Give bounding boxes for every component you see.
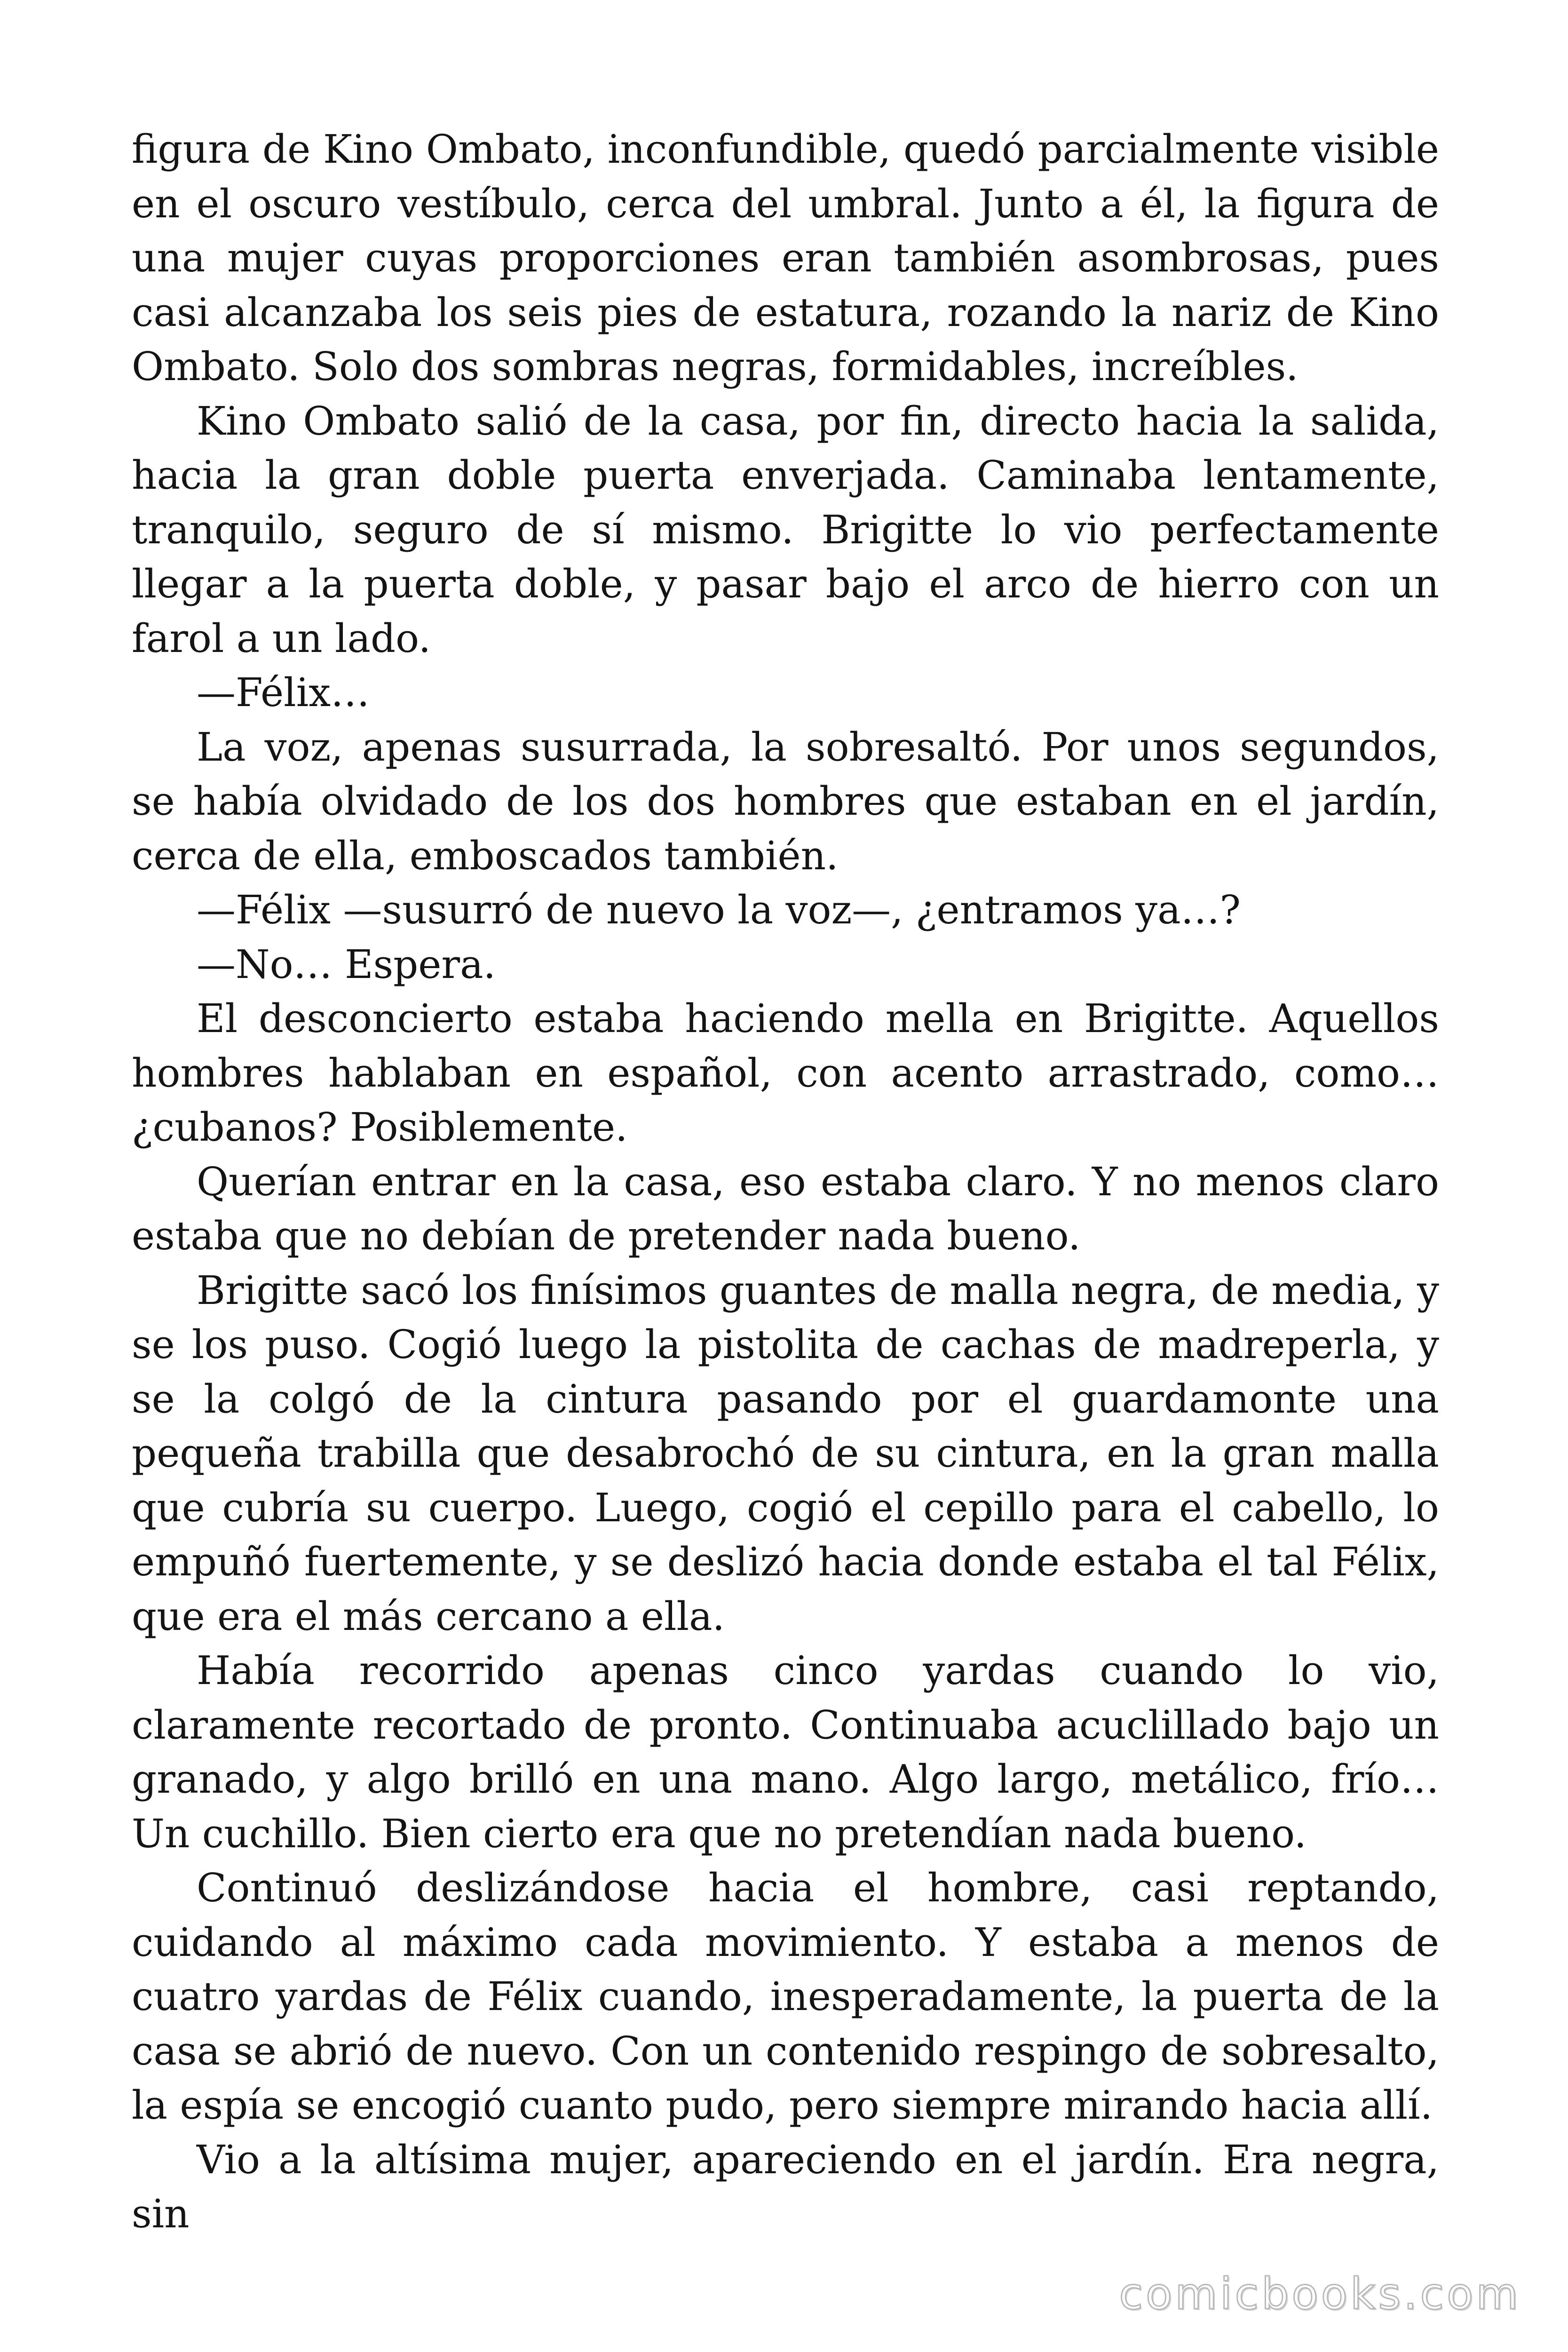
paragraph-4: La voz, apenas susurrada, la sobresaltó. Por unos segundos, se había olvidado de los dos hombres que estaban en el jardín, cerca de ella, emboscados también.	[132, 724, 1439, 879]
paragraph-8: Querían entrar en la casa, eso estaba claro. Y no menos claro estaba que no debían de pretender nada bueno.	[132, 1159, 1439, 1259]
paragraph-1: figura de Kino Ombato, inconfundible, quedó parcialmente visible en el oscuro vestíbulo, cerca del umbral. Junto a él, la figura de una mujer cuyas proporciones eran también asombrosas, pues casi alcanzaba los seis pies de estatura, rozando la nariz de Kino Ombato. Solo dos sombras negras, formidables, increíbles.	[132, 127, 1439, 389]
paragraph-11: Continuó deslizándose hacia el hombre, casi reptando, cuidando al máximo cada movimiento. Y estaba a menos de cuatro yardas de Félix cuando, inesperadamente, la puerta de la casa se abrió de nuevo. Con un contenido respingo de sobresalto, la espía se encogió cuanto pudo, pero siempre mirando hacia allí.	[132, 1865, 1439, 2128]
paragraph-5: —Félix —susurró de nuevo la voz—, ¿entramos ya…?	[197, 887, 1241, 933]
paragraph-12: Vio a la altísima mujer, apareciendo en el jardín. Era negra, sin	[132, 2137, 1439, 2237]
paragraph-9: Brigitte sacó los finísimos guantes de malla negra, de media, y se los puso. Cogió luego la pistolita de cachas de madreperla, y se la colgó de la cintura pasando por el guardamonte una pequeña trabilla que desabrochó de su cintura, en la gran malla que cubría su cuerpo. Luego, cogió el cepillo para el cabello, lo empuñó fuertemente, y se deslizó hacia donde estaba el tal Félix, que era el más cercano a ella.	[132, 1267, 1439, 1639]
body-text	[132, 122, 1439, 2241]
paragraph-10: Había recorrido apenas cinco yardas cuando lo vio, claramente recortado de pronto. Continuaba acuclillado bajo un granado, y algo brilló en una mano. Algo largo, metálico, frío… Un cuchillo. Bien cierto era que no pretendían nada bueno.	[132, 1648, 1439, 1857]
paragraph-7: El desconcierto estaba haciendo mella en Brigitte. Aquellos hombres hablaban en español, con acento arrastrado, como… ¿cubanos? Posiblemente.	[132, 996, 1439, 1150]
paragraph-6: —No… Espera.	[197, 941, 496, 987]
paragraph-2: Kino Ombato salió de la casa, por fin, directo hacia la salida, hacia la gran doble puerta enverjada. Caminaba lentamente, tranquilo, seguro de sí mismo. Brigitte lo vio perfectamente llegar a la puerta doble, y pasar bajo el arco de hierro con un farol a un lado.	[132, 398, 1439, 661]
paragraph-3: —Félix…	[197, 670, 370, 715]
watermark-logo: comicbooks.com	[1119, 2269, 1521, 2319]
